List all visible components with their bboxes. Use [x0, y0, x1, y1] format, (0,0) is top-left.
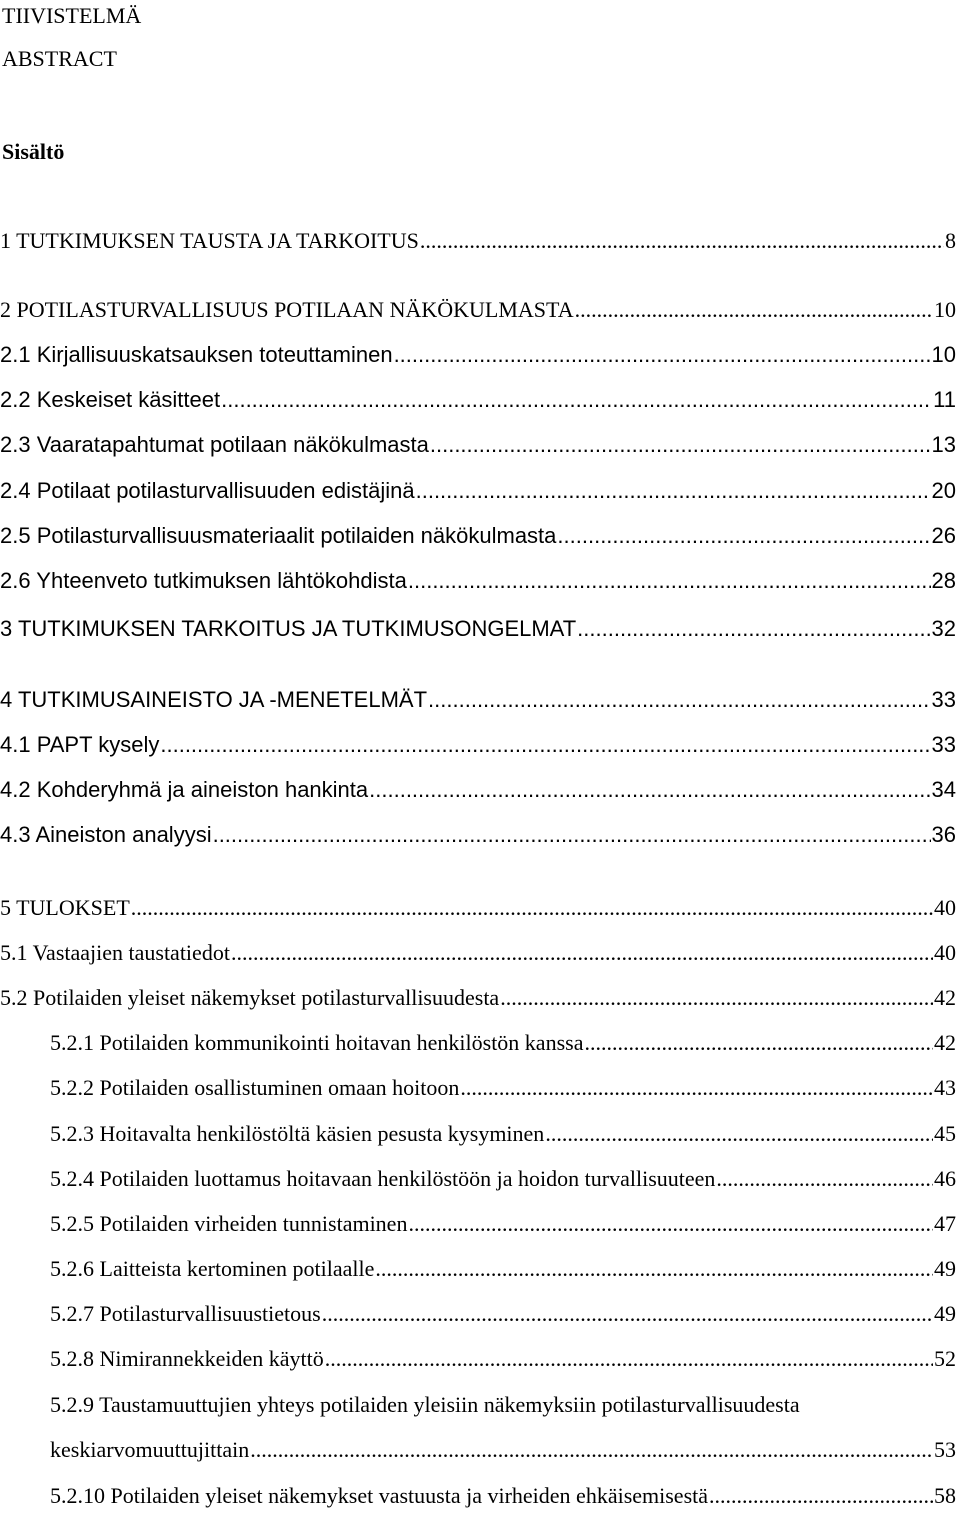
toc-entry[interactable]	[50, 1258, 956, 1280]
toc-page-number: 46	[934, 1166, 956, 1191]
toc-entry-title: 4 TUTKIMUSAINEISTO JA -MENETELMÄT	[0, 687, 428, 712]
toc-dot-leader	[375, 1258, 933, 1280]
toc-entry[interactable]	[50, 1303, 956, 1325]
toc-dot-leader	[408, 570, 931, 592]
toc-entry-title: 3 TUTKIMUKSEN TARKOITUS JA TUTKIMUSONGELMAT	[0, 616, 577, 641]
toc-entry[interactable]	[50, 1213, 956, 1235]
toc-entry[interactable]	[50, 1077, 956, 1099]
toc-entry-title: 5.2.6 Laitteista kertominen potilaalle	[50, 1256, 375, 1281]
toc-page-number: 47	[934, 1211, 956, 1236]
toc-entry[interactable]	[0, 230, 956, 252]
toc-dot-leader	[577, 618, 930, 640]
toc-entry[interactable]	[0, 689, 956, 711]
toc-page-number: 49	[934, 1256, 956, 1281]
abstract-heading: ABSTRACT	[2, 46, 117, 71]
toc-entry-title: 4.2 Kohderyhmä ja aineiston hankinta	[0, 777, 369, 802]
toc-entry-title: 5.2.4 Potilaiden luottamus hoitavaan henkilöstöön ja hoidon turvallisuuteen	[50, 1166, 716, 1191]
toc-dot-leader	[160, 734, 930, 756]
toc-entry[interactable]	[50, 1123, 956, 1145]
toc-dot-leader	[250, 1439, 933, 1461]
toc-dot-leader	[322, 1303, 933, 1325]
toc-entry-title: 5.2.2 Potilaiden osallistuminen omaan hoitoon	[50, 1075, 460, 1100]
toc-entry[interactable]	[0, 987, 956, 1009]
toc-entry-title: 5.2.3 Hoitavalta henkilöstöltä käsien pesusta kysyminen	[50, 1121, 545, 1146]
toc-entry-title: 5.2.1 Potilaiden kommunikointi hoitavan henkilöstön kanssa	[50, 1030, 584, 1055]
toc-dot-leader	[221, 389, 932, 411]
toc-dot-leader	[231, 942, 933, 964]
toc-entry-title: 4.1 PAPT kysely	[0, 732, 160, 757]
toc-entry[interactable]	[0, 779, 956, 801]
toc-entry-title: 2.5 Potilasturvallisuusmateriaalit potilaiden näkökulmasta	[0, 523, 557, 548]
toc-page-number: 26	[931, 523, 956, 548]
toc-entry-title-line2: keskiarvomuuttujittain	[50, 1437, 250, 1462]
toc-dot-leader	[460, 1077, 933, 1099]
toc-entry-title: 2 POTILASTURVALLISUUS POTILAAN NÄKÖKULMASTA	[0, 297, 574, 322]
toc-page-number: 42	[934, 985, 956, 1010]
toc-page-number: 32	[931, 616, 956, 641]
toc-entry[interactable]	[0, 389, 956, 411]
toc-entry[interactable]	[0, 299, 956, 321]
toc-dot-leader	[394, 344, 931, 366]
toc-page-number: 13	[931, 432, 956, 457]
toc-page-number: 40	[934, 940, 956, 965]
toc-entry-title: 2.3 Vaaratapahtumat potilaan näkökulmasta	[0, 432, 429, 457]
toc-entry-title: 2.6 Yhteenveto tutkimuksen lähtökohdista	[0, 568, 407, 593]
toc-entry[interactable]	[0, 525, 956, 547]
toc-entry-title: 5.1 Vastaajien taustatiedot	[0, 940, 230, 965]
toc-page-number: 10	[934, 297, 956, 322]
toc-page-number: 52	[934, 1346, 956, 1371]
toc-entry[interactable]	[50, 1168, 956, 1190]
toc-page-number: 49	[934, 1301, 956, 1326]
toc-page-number: 34	[931, 777, 956, 802]
toc-entry[interactable]	[0, 344, 956, 366]
toc-dot-leader	[369, 779, 930, 801]
toc-entry[interactable]	[0, 570, 956, 592]
toc-entry[interactable]	[0, 897, 956, 919]
toc-entry-title: 5.2.8 Nimirannekkeiden käyttö	[50, 1346, 324, 1371]
toc-entry-title: 1 TUTKIMUKSEN TAUSTA JA TARKOITUS	[0, 228, 419, 253]
toc-page-number: 53	[934, 1437, 956, 1462]
toc-dot-leader	[500, 987, 933, 1009]
toc-entry-title: 4.3 Aineiston analyysi	[0, 822, 212, 847]
toc-entry[interactable]	[0, 480, 956, 502]
toc-page-number: 43	[934, 1075, 956, 1100]
toc-page-number: 42	[934, 1030, 956, 1055]
toc-page-number: 20	[931, 478, 956, 503]
toc-dot-leader	[131, 897, 933, 919]
tiivistelma-heading: TIIVISTELMÄ	[2, 3, 142, 28]
toc-entry[interactable]	[0, 824, 956, 846]
toc-entry-title: 5.2.10 Potilaiden yleiset näkemykset vastuusta ja virheiden ehkäisemisestä	[50, 1483, 709, 1508]
toc-page-number: 8	[945, 228, 956, 253]
toc-entry-title: 2.2 Keskeiset käsitteet	[0, 387, 221, 412]
toc-dot-leader	[408, 1213, 933, 1235]
toc-page-number: 33	[931, 732, 956, 757]
toc-entry[interactable]	[50, 1348, 956, 1370]
toc-entry-title: 5 TULOKSET	[0, 895, 130, 920]
toc-dot-leader	[213, 824, 931, 846]
toc-entry-title-line1[interactable]: 5.2.9 Taustamuuttujien yhteys potilaiden yleisiin näkemyksiin potilasturvallisuudesta	[50, 1392, 800, 1417]
toc-entry[interactable]	[50, 1485, 956, 1507]
toc-dot-leader	[420, 230, 944, 252]
toc-page-number: 10	[931, 342, 956, 367]
toc-entry-title: 5.2.7 Potilasturvallisuustietous	[50, 1301, 321, 1326]
toc-dot-leader	[430, 434, 931, 456]
toc-entry[interactable]	[0, 734, 956, 756]
toc-entry[interactable]	[0, 434, 956, 456]
toc-entry[interactable]	[0, 942, 956, 964]
toc-entry[interactable]	[0, 618, 956, 640]
toc-page-number: 36	[931, 822, 956, 847]
toc-page-number: 45	[934, 1121, 956, 1146]
toc-entry-title: 5.2.5 Potilaiden virheiden tunnistaminen	[50, 1211, 408, 1236]
toc-dot-leader	[709, 1485, 933, 1507]
toc-dot-leader	[584, 1032, 933, 1054]
toc-page-number: 58	[934, 1483, 956, 1508]
toc-entry-title: 2.1 Kirjallisuuskatsauksen toteuttaminen	[0, 342, 393, 367]
toc-page-number: 11	[933, 387, 956, 412]
contents-heading: Sisältö	[2, 139, 65, 164]
toc-entry-title: 2.4 Potilaat potilasturvallisuuden edistäjinä	[0, 478, 415, 503]
toc-dot-leader	[545, 1123, 933, 1145]
toc-entry-title: 5.2 Potilaiden yleiset näkemykset potilasturvallisuudesta	[0, 985, 500, 1010]
toc-page-number: 33	[931, 687, 956, 712]
toc-dot-leader	[716, 1168, 933, 1190]
toc-entry[interactable]	[50, 1439, 956, 1461]
toc-dot-leader	[325, 1348, 933, 1370]
toc-dot-leader	[428, 689, 930, 711]
toc-dot-leader	[557, 525, 930, 547]
toc-page-number: 40	[934, 895, 956, 920]
toc-page-number: 28	[931, 568, 956, 593]
toc-dot-leader	[416, 480, 931, 502]
toc-dot-leader	[575, 299, 933, 321]
toc-entry[interactable]	[50, 1032, 956, 1054]
